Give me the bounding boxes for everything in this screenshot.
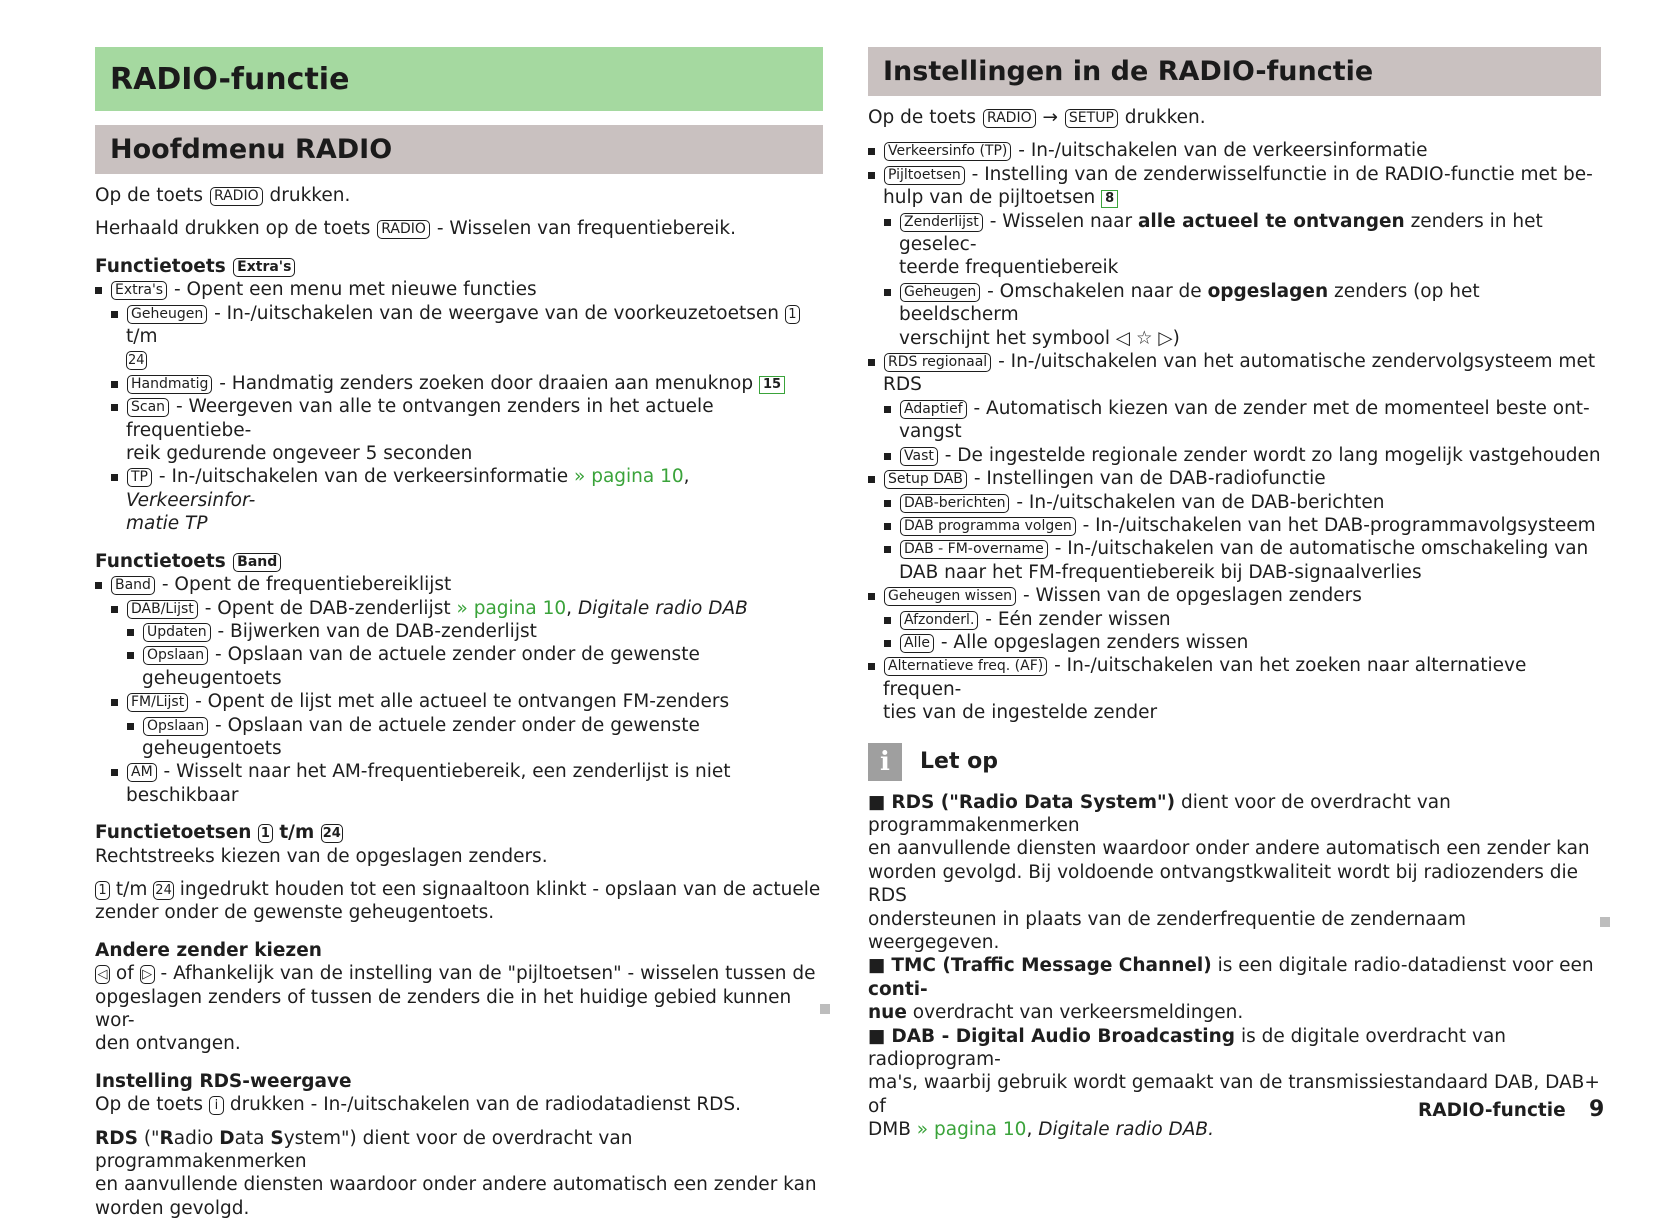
figure-callout: 8 [1101, 190, 1118, 208]
radio-key-label: RADIO [210, 187, 263, 206]
paragraph-presets-select: Rechtstreeks kiezen van de opgeslagen zenders. [95, 845, 548, 867]
key-label: RDS regionaal [884, 353, 991, 372]
key-label: Extra's [111, 281, 167, 300]
list-item: Scan - Weergeven van alle te ontvangen zenders in het actuele frequentiebe- reik gedurende ongeveer 5 seconden [95, 395, 823, 465]
key-label: TP [127, 468, 152, 487]
key-label: DAB/Lijst [127, 600, 198, 619]
key-label: Geheugen wissen [884, 587, 1016, 606]
key-label: Adaptief [900, 400, 967, 419]
key-label: Alternatieve freq. (AF) [884, 657, 1047, 676]
key-label: Opslaan [143, 717, 208, 736]
list-item: DAB - FM-overname - In-/uitschakelen van de automatische omschakeling van DAB naar het FM-frequentiebereik bij DAB-signaalverlies [868, 537, 1601, 584]
key-label: Updaten [143, 623, 211, 642]
key-label: DAB programma volgen [900, 517, 1076, 536]
page-link[interactable]: » pagina 10 [456, 597, 567, 619]
key-label: Setup DAB [884, 470, 967, 489]
key-label: Opslaan [143, 646, 208, 665]
heading-rds: Instelling RDS-weergave [95, 1070, 352, 1092]
heading-extras: Functietoets Extra's [95, 255, 823, 278]
right-column [868, 47, 1601, 1142]
key-label: Band [111, 576, 155, 595]
list-item: Opslaan - Opslaan van de actuele zender onder de gewenste geheugentoets [95, 643, 823, 690]
paragraph-rds-explain: RDS ("Radio Data System") dient voor de overdracht van programmakenmerken en aanvullende diensten waardoor onder andere automatisch een zender kan worden gevolgd. [95, 1127, 817, 1219]
section-title-main-menu: Hoofdmenu RADIO [95, 125, 823, 174]
list-item: Zenderlijst - Wisselen naar alle actueel te ontvangen zenders in het geselec- teerde frequentiebereik [868, 210, 1601, 280]
list-item: Updaten - Bijwerken van de DAB-zenderlijst [95, 620, 823, 643]
left-column [95, 47, 823, 1220]
list-item: Geheugen wissen - Wissen van de opgeslagen zenders [868, 584, 1601, 607]
list-item: DAB/Lijst - Opent de DAB-zenderlijst » pagina 10, Digitale radio DAB [95, 597, 823, 620]
key-label: Handmatig [127, 375, 212, 394]
footer-section-title: RADIO-functie [1418, 1100, 1566, 1121]
list-item: Alternatieve freq. (AF) - In-/uitschakelen van het zoeken naar alternatieve frequen- ties van de ingestelde zender [868, 654, 1601, 724]
extras-list [95, 278, 823, 535]
list-item: AM - Wisselt naar het AM-frequentiebereik, een zenderlijst is niet beschikbaar [95, 760, 823, 807]
settings-list [868, 139, 1601, 724]
info-icon: i [868, 743, 902, 781]
list-item: Vast - De ingestelde regionale zender wordt zo lang mogelijk vastgehouden [868, 444, 1601, 467]
paragraph-presets-store: 1 t/m 24 ingedrukt houden tot een signaaltoon klinkt - opslaan van de actuele zender onder de gewenste geheugentoets. [95, 878, 821, 924]
figure-callout: 15 [759, 376, 785, 394]
extras-key-label: Extra's [233, 258, 295, 277]
band-key-label: Band [233, 553, 281, 572]
heading-presets: Functietoetsen 1 t/m 24 [95, 822, 341, 844]
section-end-mark [1600, 917, 1610, 927]
key-label: Vast [900, 447, 938, 466]
list-item: Extra's - Opent een menu met nieuwe functies [95, 278, 823, 301]
key-label: FM/Lijst [127, 693, 188, 712]
list-item: DAB-berichten - In-/uitschakelen van de DAB-berichten [868, 491, 1601, 514]
note-header [868, 743, 1601, 781]
note-paragraph-dab: ■ DAB - Digital Audio Broadcasting is de digitale overdracht van radioprogram- ma's, waarbij gebruik wordt gemaakt van de transmissiestandaard DAB, DAB+ of DMB » pagina 10, Digitale radio DAB. [868, 1025, 1600, 1141]
heading-other-station: Andere zender kiezen [95, 939, 322, 961]
paragraph-repeat-radio: Herhaald drukken op de toets RADIO - Wisselen van frequentiebereik. [95, 218, 736, 240]
list-item: Verkeersinfo (TP) - In-/uitschakelen van de verkeersinformatie [868, 139, 1601, 162]
paragraph-press-radio: Op de toets RADIO drukken. [95, 185, 351, 206]
key-label: Alle [900, 634, 934, 653]
list-item: Geheugen - In-/uitschakelen van de weergave van de voorkeuzetoetsen 1 t/m 24 [95, 302, 823, 372]
key-label: DAB-berichten [900, 494, 1009, 513]
paragraph-rds-toggle: Op de toets i drukken - In-/uitschakelen van de radiodatadienst RDS. [95, 1094, 742, 1116]
section-end-mark [820, 1004, 830, 1014]
list-item: Geheugen - Omschakelen naar de opgeslagen zenders (op het beeldscherm verschijnt het symbool ◁ ☆ ▷) [868, 280, 1601, 350]
list-item: Alle - Alle opgeslagen zenders wissen [868, 631, 1601, 654]
note-paragraph-rds: ■ RDS ("Radio Data System") dient voor de overdracht van programmakenmerken en aanvullende diensten waardoor onder andere automatisch een zender kan worden gevolgd. Bij voldoende ontvangstkwaliteit wordt bij radiozenders die RDS ondersteunen in plaats van de zenderfrequentie de zendernaam weergegeven. [868, 791, 1590, 953]
key-label: Verkeersinfo (TP) [884, 142, 1011, 161]
list-item: DAB programma volgen - In-/uitschakelen van het DAB-programmavolgsysteem [868, 514, 1601, 537]
key-label: AM [127, 763, 157, 782]
page-link[interactable]: » pagina 10 [574, 466, 684, 488]
page-number: 9 [1589, 1097, 1605, 1122]
preset-key-label: 1 [95, 881, 110, 900]
key-label: Geheugen [900, 283, 980, 302]
list-item: Setup DAB - Instellingen van de DAB-radiofunctie [868, 467, 1601, 490]
section-title-settings: Instellingen in de RADIO-functie [868, 47, 1601, 96]
key-label: Afzonderl. [900, 611, 978, 630]
arrow-left-key-label: ◁ [95, 965, 110, 984]
paragraph-other-station: ◁ of ▷ - Afhankelijk van de instelling van de "pijltoetsen" - wisselen tussen de opgeslagen zenders of tussen de zenders die in het huidige gebied kunnen wor- den ontvangen. [95, 963, 816, 1055]
page-link[interactable]: » pagina 10 [916, 1119, 1027, 1141]
key-label: Zenderlijst [900, 213, 983, 232]
key-label: Scan [127, 398, 169, 417]
preset-key-label: 1 [785, 305, 800, 324]
radio-key-label: RADIO [983, 109, 1036, 128]
setup-key-label: SETUP [1065, 109, 1118, 128]
radio-key-label: RADIO [377, 220, 430, 239]
band-list [95, 573, 823, 807]
key-label: Pijltoetsen [884, 166, 965, 185]
list-item: Pijltoetsen - Instelling van de zenderwisselfunctie in de RADIO-functie met be- hulp van de pijltoetsen 8 [868, 163, 1601, 210]
list-item: Opslaan - Opslaan van de actuele zender onder de gewenste geheugentoets [95, 714, 823, 761]
list-item: FM/Lijst - Opent de lijst met alle actueel te ontvangen FM-zenders [95, 690, 823, 713]
info-key-label: i [209, 1096, 224, 1115]
preset-key-label: 24 [155, 882, 172, 898]
note-paragraph-tmc: ■ TMC (Traffic Message Channel) is een digitale radio-datadienst voor een conti- nue overdracht van verkeersmeldingen. [868, 955, 1594, 1024]
note-title: Let op [920, 749, 998, 775]
list-item: TP - In-/uitschakelen van de verkeersinformatie » pagina 10, Verkeersinfor- matie TP [95, 465, 823, 535]
preset-key-label: 24 [128, 353, 145, 369]
paragraph-settings-intro: Op de toets RADIO → SETUP drukken. [868, 107, 1206, 128]
key-label: DAB - FM-overname [900, 540, 1048, 559]
list-item: Afzonderl. - Eén zender wissen [868, 608, 1601, 631]
heading-band: Functietoets Band [95, 550, 823, 573]
arrow-right-key-label: ▷ [140, 965, 155, 984]
list-item: Handmatig - Handmatig zenders zoeken door draaien aan menuknop 15 [95, 372, 823, 395]
list-item: RDS regionaal - In-/uitschakelen van het automatische zendervolgsysteem met RDS [868, 350, 1601, 397]
list-item: Band - Opent de frequentiebereiklijst [95, 573, 823, 596]
key-label: Geheugen [127, 305, 207, 324]
page-title: RADIO-functie [95, 47, 823, 111]
preset-key-label: 24 [322, 826, 341, 842]
list-item: Adaptief - Automatisch kiezen van de zender met de momenteel beste ont- vangst [868, 397, 1601, 444]
preset-key-label: 1 [258, 824, 273, 843]
